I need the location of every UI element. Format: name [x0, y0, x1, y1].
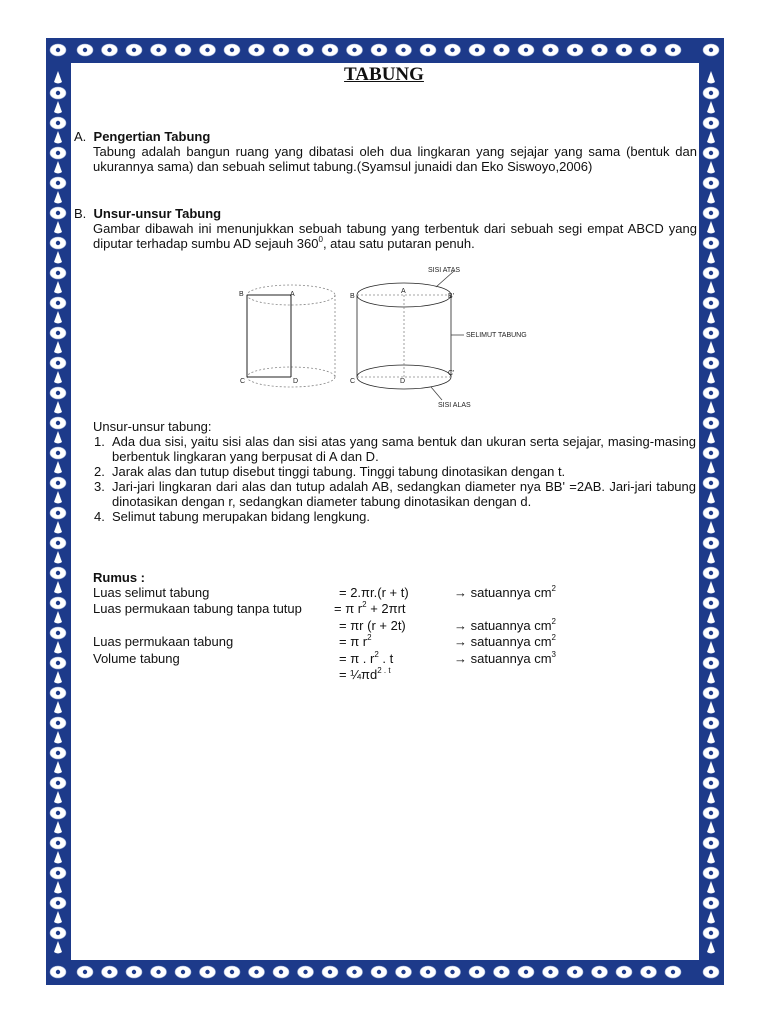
flower-icon — [50, 477, 66, 489]
flower-icon — [298, 966, 314, 978]
flower-icon — [50, 777, 66, 789]
flower-icon — [703, 657, 719, 669]
flower-icon — [703, 87, 719, 99]
flower-icon — [518, 44, 534, 56]
list-item-text: Jarak alas dan tutup disebut tinggi tabung. Tinggi tabung dinotasikan dengan t. — [112, 464, 566, 479]
flower-icon — [126, 44, 142, 56]
section-b-heading — [74, 206, 221, 221]
fig-left-label-b: B — [239, 291, 244, 298]
flower-icon — [703, 417, 719, 429]
flower-icon — [469, 966, 485, 978]
flower-icon — [469, 44, 485, 56]
flower-icon — [50, 897, 66, 909]
flower-icon — [50, 44, 66, 56]
flower-icon — [703, 387, 719, 399]
fig-left-label-d: D — [293, 378, 299, 385]
fig-left-label-a: A — [290, 291, 295, 298]
list-item-number: 4. — [94, 509, 105, 524]
section-a-text: Tabung adalah bangun ruang yang dibatasi oleh dua lingkaran yang sejajar yang sama (bentuk dan ukurannya sama) dan sebuah selimut tabung.(Syamsul junaidi dan Eko Siswoyo,2006) — [93, 144, 697, 174]
drop-icon — [707, 881, 715, 894]
rumus-unit-text: → satuannya cm — [454, 651, 552, 666]
drop-icon — [54, 941, 62, 954]
rumus-label-4: Volume tabung — [93, 651, 180, 666]
flower-icon — [703, 44, 719, 56]
flower-icon — [298, 44, 314, 56]
drop-icon — [707, 581, 715, 594]
list-item-text: Jari-jari lingkaran dari alas dan tutup adalah AB, sedangkan diameter nya BB' =2AB. Jari-jari tabung dinotasikan dengan r, sedangkan diameter tabung dinotasikan dengan d. — [112, 479, 696, 509]
drop-icon — [707, 671, 715, 684]
flower-icon — [703, 687, 719, 699]
flower-icon — [396, 44, 412, 56]
list-item-text: Selimut tabung merupakan bidang lengkung. — [112, 509, 371, 524]
unsur-list — [74, 434, 696, 524]
drop-icon — [54, 131, 62, 144]
flower-icon — [50, 357, 66, 369]
section-b-title: Unsur-unsur Tabung — [93, 206, 222, 221]
drop-icon — [54, 371, 62, 384]
section-b-marker: B. — [74, 206, 87, 221]
rumus-label-0: Luas selimut tabung — [93, 585, 210, 600]
flower-icon — [175, 966, 191, 978]
drop-icon — [707, 911, 715, 924]
drop-icon — [54, 341, 62, 354]
drop-icon — [707, 941, 715, 954]
drop-icon — [707, 611, 715, 624]
flower-icon — [703, 747, 719, 759]
flower-icon — [50, 597, 66, 609]
flower-icon — [50, 927, 66, 939]
flower-icon — [50, 567, 66, 579]
flower-icon — [703, 837, 719, 849]
fig-label-selimut: SELIMUT TABUNG — [466, 332, 527, 339]
flower-icon — [50, 717, 66, 729]
flower-icon — [347, 44, 363, 56]
list-item — [74, 509, 696, 524]
rumus-unit-sup: 2 — [551, 584, 556, 593]
flower-icon — [50, 867, 66, 879]
rumus-formula-text: = π r — [334, 601, 363, 616]
rumus-formula-text: = π . r — [339, 651, 375, 666]
flower-icon — [703, 477, 719, 489]
flower-icon — [420, 966, 436, 978]
flower-icon — [703, 897, 719, 909]
rumus-formula-text: = ¼πd — [339, 667, 378, 682]
drop-icon — [54, 191, 62, 204]
drop-icon — [54, 761, 62, 774]
drop-icon — [54, 521, 62, 534]
drop-icon — [707, 281, 715, 294]
flower-icon — [616, 966, 632, 978]
rumus-formula-tail: + 2πrt — [366, 601, 406, 616]
flower-icon — [703, 567, 719, 579]
flower-icon — [77, 44, 93, 56]
rumus-formula-4 — [339, 651, 393, 667]
drop-icon — [54, 221, 62, 234]
drop-icon — [54, 101, 62, 114]
flower-icon — [703, 507, 719, 519]
rumus-formula-3 — [339, 634, 372, 650]
list-item-number: 1. — [94, 434, 105, 449]
section-b-text-after: , atau satu putaran penuh. — [322, 236, 475, 251]
flower-icon — [50, 537, 66, 549]
drop-icon — [54, 641, 62, 654]
flower-icon — [543, 44, 559, 56]
flower-icon — [224, 44, 240, 56]
rumus-unit-text: → satuannya cm — [454, 585, 552, 600]
flower-icon — [703, 537, 719, 549]
flower-icon — [50, 657, 66, 669]
flower-icon — [200, 44, 216, 56]
section-a-heading — [74, 129, 210, 144]
drop-icon — [54, 911, 62, 924]
drop-icon — [707, 191, 715, 204]
drop-icon — [707, 371, 715, 384]
flower-icon — [126, 966, 142, 978]
flower-icon — [175, 44, 191, 56]
drop-icon — [54, 491, 62, 504]
flower-icon — [50, 447, 66, 459]
drop-icon — [707, 161, 715, 174]
drop-icon — [54, 161, 62, 174]
drop-icon — [54, 851, 62, 864]
flower-icon — [50, 117, 66, 129]
drop-icon — [54, 431, 62, 444]
list-item-number: 3. — [94, 479, 105, 494]
list-item — [74, 479, 696, 509]
list-item-text: Ada dua sisi, yaitu sisi alas dan sisi atas yang sama bentuk dan ukuran serta sejajar, masing-masing berbentuk lingkaran yang berpusat di A dan D. — [112, 434, 696, 464]
drop-icon — [707, 521, 715, 534]
flower-icon — [50, 507, 66, 519]
rumus-heading: Rumus : — [93, 570, 145, 585]
flower-icon — [50, 177, 66, 189]
drop-icon — [707, 491, 715, 504]
flower-icon — [77, 966, 93, 978]
flower-icon — [703, 777, 719, 789]
drop-icon — [54, 881, 62, 894]
flower-icon — [50, 417, 66, 429]
flower-icon — [703, 267, 719, 279]
drop-icon — [707, 131, 715, 144]
drop-icon — [707, 791, 715, 804]
rumus-unit-text: → satuannya cm — [454, 618, 552, 633]
flower-icon — [322, 966, 338, 978]
flower-icon — [50, 687, 66, 699]
drop-icon — [54, 461, 62, 474]
degree-superscript: 0 — [318, 235, 323, 244]
section-b-text-before: Gambar dibawah ini menunjukkan sebuah tabung yang terbentuk dari sebuah segi empat ABCD yang diputar terhadap sumbu AD sejauh 360 — [93, 221, 697, 251]
drop-icon — [707, 221, 715, 234]
fig-label-sisi-atas: SISI ATAS — [428, 267, 461, 274]
flower-icon — [273, 44, 289, 56]
flower-icon — [50, 627, 66, 639]
rumus-formula-1 — [334, 601, 406, 617]
rumus-unit-sup: 3 — [551, 650, 556, 659]
flower-icon — [703, 207, 719, 219]
flower-icon — [703, 177, 719, 189]
flower-icon — [151, 44, 167, 56]
flower-icon — [50, 747, 66, 759]
fig-right-label-a: A — [401, 288, 406, 295]
flower-icon — [50, 207, 66, 219]
drop-icon — [707, 761, 715, 774]
drop-icon — [54, 671, 62, 684]
flower-icon — [703, 297, 719, 309]
drop-icon — [707, 401, 715, 414]
drop-icon — [54, 791, 62, 804]
list-item — [74, 434, 696, 464]
flower-icon — [102, 44, 118, 56]
flower-icon — [703, 327, 719, 339]
drop-icon — [54, 611, 62, 624]
rumus-formula-sup: 2 — [374, 650, 379, 659]
flower-icon — [703, 966, 719, 978]
flower-icon — [543, 966, 559, 978]
flower-icon — [249, 966, 265, 978]
rumus-unit-2 — [454, 618, 556, 634]
drop-icon — [707, 431, 715, 444]
flower-icon — [50, 327, 66, 339]
drop-icon — [707, 551, 715, 564]
flower-icon — [445, 966, 461, 978]
rumus-unit-0 — [454, 585, 556, 601]
flower-icon — [703, 807, 719, 819]
flower-icon — [50, 966, 66, 978]
drop-icon — [54, 311, 62, 324]
drop-icon — [54, 731, 62, 744]
drop-icon — [707, 641, 715, 654]
flower-icon — [703, 147, 719, 159]
flower-icon — [703, 447, 719, 459]
flower-icon — [567, 44, 583, 56]
section-b-text — [93, 221, 697, 251]
flower-icon — [50, 237, 66, 249]
rumus-unit-sup: 2 — [551, 617, 556, 626]
flower-icon — [703, 597, 719, 609]
flower-icon — [616, 44, 632, 56]
flower-icon — [494, 966, 510, 978]
flower-icon — [50, 87, 66, 99]
flower-icon — [665, 44, 681, 56]
rumus-formula-2: = πr (r + 2t) — [339, 618, 406, 633]
section-a-title: Pengertian Tabung — [93, 129, 211, 144]
flower-icon — [420, 44, 436, 56]
drop-icon — [707, 851, 715, 864]
flower-icon — [322, 44, 338, 56]
drop-icon — [707, 461, 715, 474]
unsur-heading: Unsur-unsur tabung: — [93, 419, 212, 434]
rumus-formula-sup: 2 — [362, 600, 367, 609]
drop-icon — [54, 251, 62, 264]
flower-icon — [50, 297, 66, 309]
drop-icon — [54, 281, 62, 294]
flower-icon — [151, 966, 167, 978]
rumus-label-3: Luas permukaan tabung — [93, 634, 234, 649]
rumus-formula-tail: . t — [378, 651, 394, 666]
flower-icon — [703, 717, 719, 729]
flower-icon — [703, 237, 719, 249]
rumus-label-1: Luas permukaan tabung tanpa tutup — [93, 601, 302, 616]
flower-icon — [703, 117, 719, 129]
list-item-number: 2. — [94, 464, 105, 479]
fig-right-label-c: C — [350, 378, 356, 385]
flower-icon — [703, 867, 719, 879]
flower-icon — [592, 44, 608, 56]
flower-icon — [703, 927, 719, 939]
rumus-unit-sup: 2 — [551, 633, 556, 642]
drop-icon — [707, 251, 715, 264]
flower-icon — [396, 966, 412, 978]
flower-icon — [50, 147, 66, 159]
flower-icon — [494, 44, 510, 56]
drop-icon — [707, 101, 715, 114]
flower-icon — [445, 44, 461, 56]
flower-icon — [50, 387, 66, 399]
flower-icon — [50, 837, 66, 849]
rumus-formula-sup: 2 — [367, 633, 372, 642]
drop-icon — [54, 821, 62, 834]
flower-icon — [641, 44, 657, 56]
flower-icon — [249, 44, 265, 56]
fig-left-label-c: C — [240, 378, 246, 385]
drop-icon — [707, 341, 715, 354]
drop-icon — [707, 701, 715, 714]
cylinder-figure — [236, 265, 536, 410]
drop-icon — [707, 821, 715, 834]
fig-right-label-b-prime: B' — [448, 293, 455, 300]
flower-icon — [703, 357, 719, 369]
flower-icon — [518, 966, 534, 978]
flower-icon — [273, 966, 289, 978]
flower-icon — [665, 966, 681, 978]
drop-icon — [54, 701, 62, 714]
rumus-formula-5 — [339, 667, 391, 683]
flower-icon — [703, 627, 719, 639]
flower-icon — [592, 966, 608, 978]
section-a-marker: A. — [74, 129, 87, 144]
flower-icon — [567, 966, 583, 978]
rumus-formula-text: = π r — [339, 634, 368, 649]
rumus-unit-3 — [454, 634, 556, 650]
rumus-formula-sup: 2 . t — [377, 666, 391, 675]
drop-icon — [707, 311, 715, 324]
flower-icon — [200, 966, 216, 978]
fig-label-sisi-alas: SISI ALAS — [438, 402, 471, 409]
drop-icon — [54, 401, 62, 414]
page-title: TABUNG — [344, 64, 424, 85]
flower-icon — [371, 44, 387, 56]
drop-icon — [54, 581, 62, 594]
rumus-unit-4 — [454, 651, 556, 667]
list-item — [74, 464, 696, 479]
fig-right-label-c-prime: C' — [448, 370, 455, 377]
flower-icon — [347, 966, 363, 978]
rumus-unit-text: → satuannya cm — [454, 634, 552, 649]
flower-icon — [371, 966, 387, 978]
flower-icon — [50, 267, 66, 279]
drop-icon — [707, 731, 715, 744]
flower-icon — [50, 807, 66, 819]
fig-right-label-d: D — [400, 378, 406, 385]
drop-icon — [54, 551, 62, 564]
flower-icon — [102, 966, 118, 978]
rumus-formula-0: = 2.πr.(r + t) — [339, 585, 409, 600]
flower-icon — [641, 966, 657, 978]
flower-icon — [224, 966, 240, 978]
fig-right-label-b: B — [350, 293, 355, 300]
